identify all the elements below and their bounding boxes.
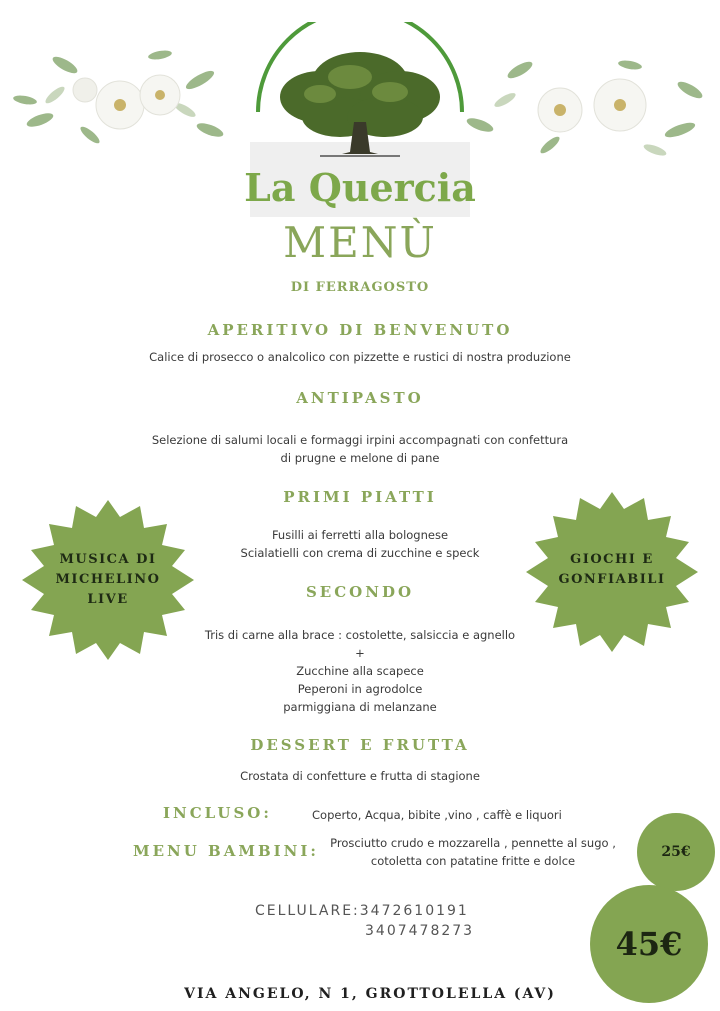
music-badge bbox=[22, 500, 194, 660]
contact-label: CELLULARE: bbox=[255, 903, 360, 919]
menu-subtitle: DI FERRAGOSTO bbox=[290, 280, 430, 295]
kids-menu-text: Prosciutto crudo e mozzarella , pennette al sugo , cotoletta con patatine fritte e dolce bbox=[330, 836, 616, 868]
contact-block bbox=[255, 903, 469, 919]
kids-price: 25€ bbox=[661, 844, 691, 860]
section-title-secondo: SECONDO bbox=[305, 583, 415, 601]
main-price: 45€ bbox=[615, 925, 683, 963]
kids-menu-label: MENU BAMBINI: bbox=[133, 842, 319, 860]
music-badge-line: MICHELINO bbox=[55, 572, 161, 587]
section-text-antipasto: Selezione di salumi locali e formaggi irpini accompagnati con confettura di prugne e melone di pane bbox=[151, 433, 569, 465]
section-text-primi: Fusilli ai ferretti alla bolognese Scialatielli con crema di zucchine e speck bbox=[240, 528, 480, 560]
section-text-aperitivo: Calice di prosecco o analcolico con pizzette e rustici di nostra produzione bbox=[149, 350, 571, 364]
section-text-dessert: Crostata di confetture e frutta di stagione bbox=[240, 769, 480, 783]
section-title-primi: PRIMI PIATTI bbox=[283, 488, 437, 506]
games-badge bbox=[526, 492, 698, 652]
section-title-dessert: DESSERT E FRUTTA bbox=[250, 736, 470, 754]
menu-title: MENÙ bbox=[283, 218, 437, 267]
music-badge-line: MUSICA DI bbox=[59, 552, 157, 567]
contact-phone-1: 3472610191 bbox=[359, 903, 469, 919]
games-badge-line: GONFIABILI bbox=[558, 572, 666, 587]
brand-name: La Quercia bbox=[244, 165, 476, 210]
contact-phone-2: 3407478273 bbox=[365, 923, 475, 939]
address: VIA ANGELO, N 1, GROTTOLELLA (AV) bbox=[184, 986, 556, 1002]
included-text: Coperto, Acqua, bibite ,vino , caffè e liquori bbox=[312, 808, 562, 822]
kids-price-badge bbox=[637, 813, 715, 891]
floral-decoration-right-icon bbox=[460, 50, 710, 160]
section-title-antipasto: ANTIPASTO bbox=[296, 389, 424, 407]
floral-decoration-left-icon bbox=[10, 40, 230, 150]
included-label: INCLUSO: bbox=[163, 804, 272, 822]
section-title-aperitivo: APERITIVO DI BENVENUTO bbox=[207, 321, 513, 339]
music-badge-line: LIVE bbox=[87, 592, 129, 607]
games-badge-line: GIOCHI E bbox=[570, 552, 654, 567]
section-text-secondo: Tris di carne alla brace : costolette, salsiccia e agnello + Zucchine alla scapece Peperoni in agrodolce parmiggiana di melanzane bbox=[204, 628, 516, 714]
